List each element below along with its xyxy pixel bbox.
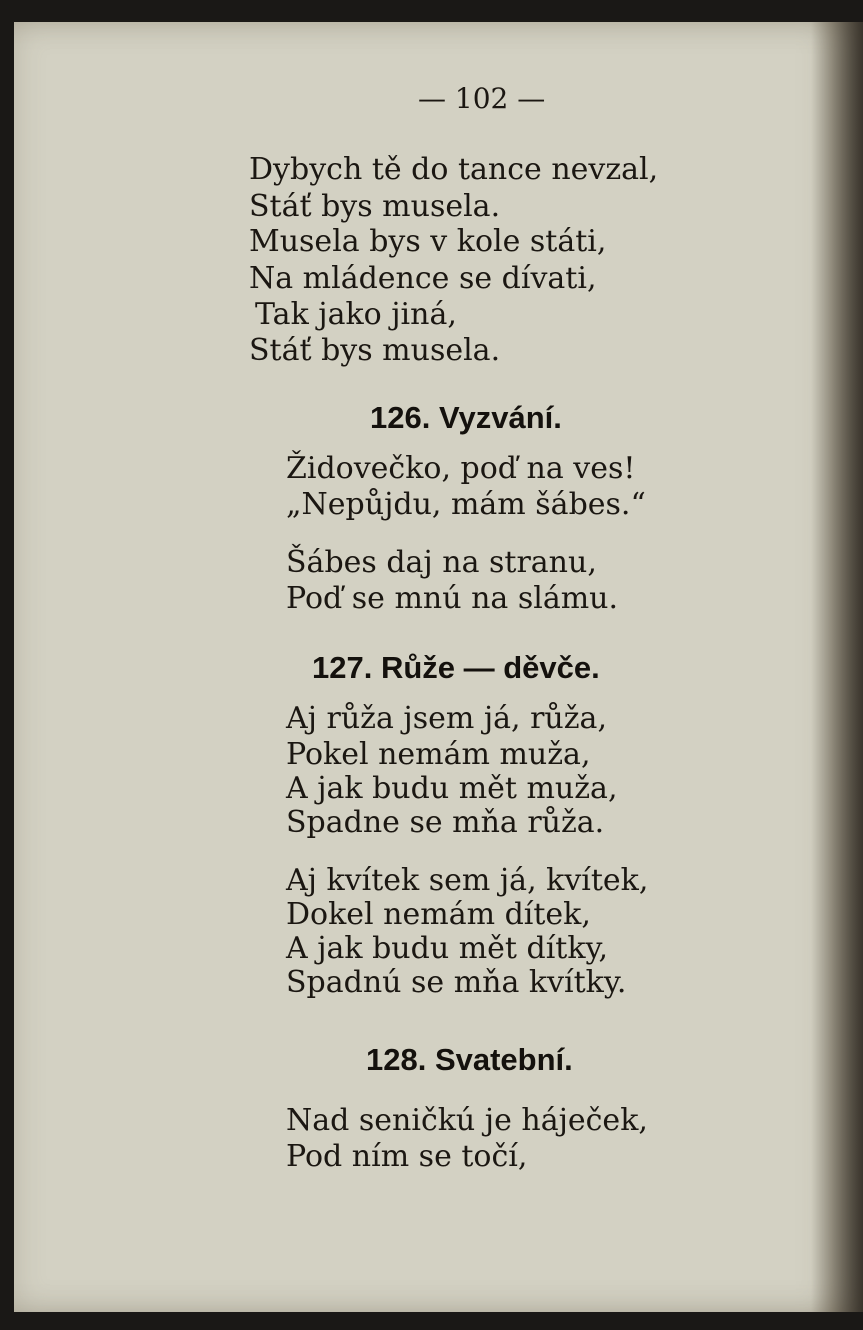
page-spine-shadow [811, 22, 863, 1312]
verse-line: Pokel nemám muža, [286, 737, 591, 772]
verse-line: Poď se mnú na slámu. [286, 581, 619, 616]
verse-line: Stáť bys musela. [249, 189, 501, 224]
verse-line: Dybych tě do tance nevzal, [249, 152, 659, 187]
verse-line: Spadne se mňa růža. [286, 805, 605, 840]
verse-line: Aj kvítek sem já, kvítek, [286, 863, 649, 898]
verse-line: Na mládence se dívati, [249, 261, 597, 296]
verse-line: „Nepůjdu, mám šábes.“ [286, 487, 646, 522]
verse-line: Tak jako jiná, [255, 297, 457, 332]
verse-line: Nad seničkú je háječek, [286, 1103, 648, 1138]
verse-line: A jak budu mět dítky, [286, 931, 609, 966]
song-heading-127: 127. Růže — děvče. [312, 650, 600, 685]
verse-line: A jak budu mět muža, [286, 771, 618, 806]
verse-line: Spadnú se mňa kvítky. [286, 965, 627, 1000]
page-number: — 102 — [418, 82, 546, 115]
verse-line: Šábes daj na stranu, [286, 545, 597, 580]
song-heading-126: 126. Vyzvání. [370, 400, 562, 435]
verse-line: Židovečko, poď na ves! [286, 451, 636, 486]
verse-line: Musela bys v kole státi, [249, 224, 607, 259]
verse-line: Aj růža jsem já, růža, [286, 701, 607, 736]
song-heading-128: 128. Svatební. [366, 1042, 573, 1077]
verse-line: Pod ním se točí, [286, 1139, 528, 1174]
verse-line: Dokel nemám dítek, [286, 897, 591, 932]
verse-line: Stáť bys musela. [249, 333, 501, 368]
